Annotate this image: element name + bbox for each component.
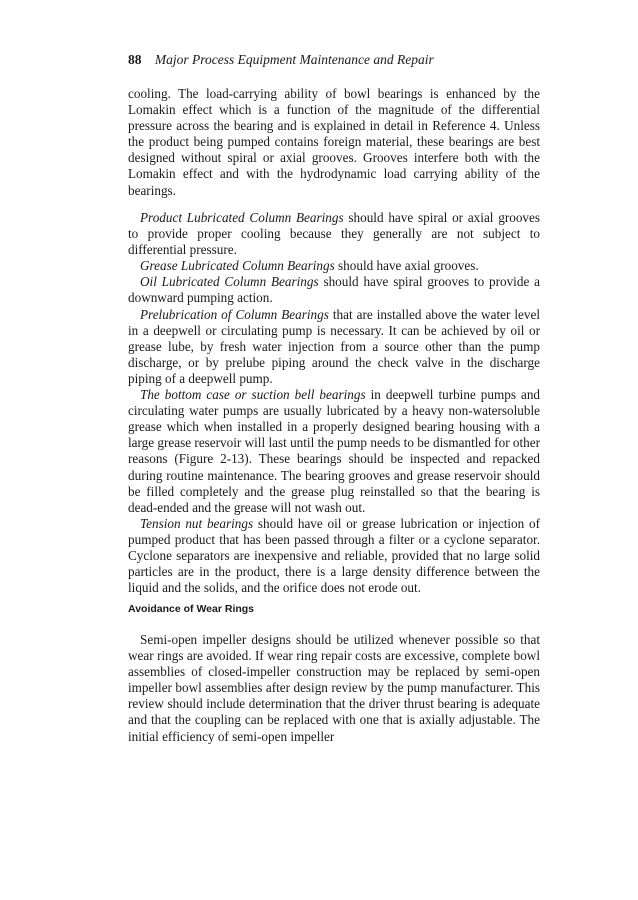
- paragraph-wear-rings: Semi-open impeller designs should be utilized whenever possible so that wear rings are avoided. If wear ring repair costs are excessive, complete bowl assemblies of closed-impeller construction may be replaced by semi-open impeller bowl assemblies after design review by the pump manufacturer. This review should include determination that the driver thrust bearing is adequate and that the coupling can be replaced with one that is axially adjustable. The initial efficiency of semi-open impeller: [128, 632, 540, 744]
- wear-rings-block: [128, 632, 540, 745]
- term-product-lubricated: Product Lubricated Column Bearings: [140, 210, 344, 225]
- term-bottom-case: The bottom case or suction bell bearings: [140, 387, 366, 403]
- paragraph-tension-nut: Tension nut bearings should have oil or grease lubrication or injection of pumped product that has been passed through a filter or a cyclone separator. Cyclone separators are inexpensive and reliable, provided that no large solid particles are in the product, there is a large density difference between the liquid and the solids, and the orifice does not erode out.: [128, 515, 540, 596]
- paragraph-prelubrication: Prelubrication of Column Bearings that are installed above the water level in a deepwell or circulating pump is necessary. It can be achieved by oil or grease lube, by fresh water injection from a source other than the pump discharge, or by prelube piping around the check valve in the discharge piping of a deepwell pump.: [128, 306, 540, 386]
- paragraph-oil-lubricated: Oil Lubricated Column Bearings should have spiral grooves to provide a downward pumping action.: [128, 274, 540, 306]
- intro-block: [128, 86, 540, 199]
- term-prelubrication: Prelubrication of Column Bearings: [140, 306, 329, 322]
- page-number: 88: [128, 52, 142, 67]
- term-grease-lubricated: Grease Lubricated Column Bearings: [140, 258, 335, 274]
- paragraph-bottom-case: The bottom case or suction bell bearings in deepwell turbine pumps and circulating water pumps are usually lubricated by a heavy non-watersoluble grease which when installed in a properly designed bearing housing with a large grease reservoir will last until the pump needs to be dismantled for other reasons (Figure 2-13). These bearings should be inspected and repacked during routine maintenance. The bearing grooves and grease reservoir should be filled completely and the grease plug reinstalled so that the bearing is dead-ended and the grease will not wash out.: [128, 387, 541, 515]
- term-tension-nut: Tension nut bearings: [140, 515, 254, 531]
- running-header: [128, 52, 434, 68]
- intro-paragraph: cooling. The load-carrying ability of bowl bearings is enhanced by the Lomakin effect which is a function of the magnitude of the differential pressure across the bearing and is explained in detail in Reference 4. Unless the product being pumped contains foreign material, these bearings are best designed without spiral or axial grooves. Grooves interfere both with the Lomakin effect and with the hydrodynamic load carrying ability of the bearings.: [128, 86, 540, 198]
- running-title: Major Process Equipment Maintenance and Repair: [154, 52, 434, 67]
- bearing-types-block: [128, 210, 540, 596]
- paragraph-product-lubricated: Product Lubricated Column Bearings should have spiral or axial grooves to provide proper cooling because they generally are not subject to differential pressure.: [128, 210, 540, 258]
- paragraph-grease-lubricated: Grease Lubricated Column Bearings should have axial grooves.: [140, 258, 479, 274]
- term-oil-lubricated: Oil Lubricated Column Bearings: [140, 274, 319, 290]
- section-heading: Avoidance of Wear Rings: [128, 603, 255, 615]
